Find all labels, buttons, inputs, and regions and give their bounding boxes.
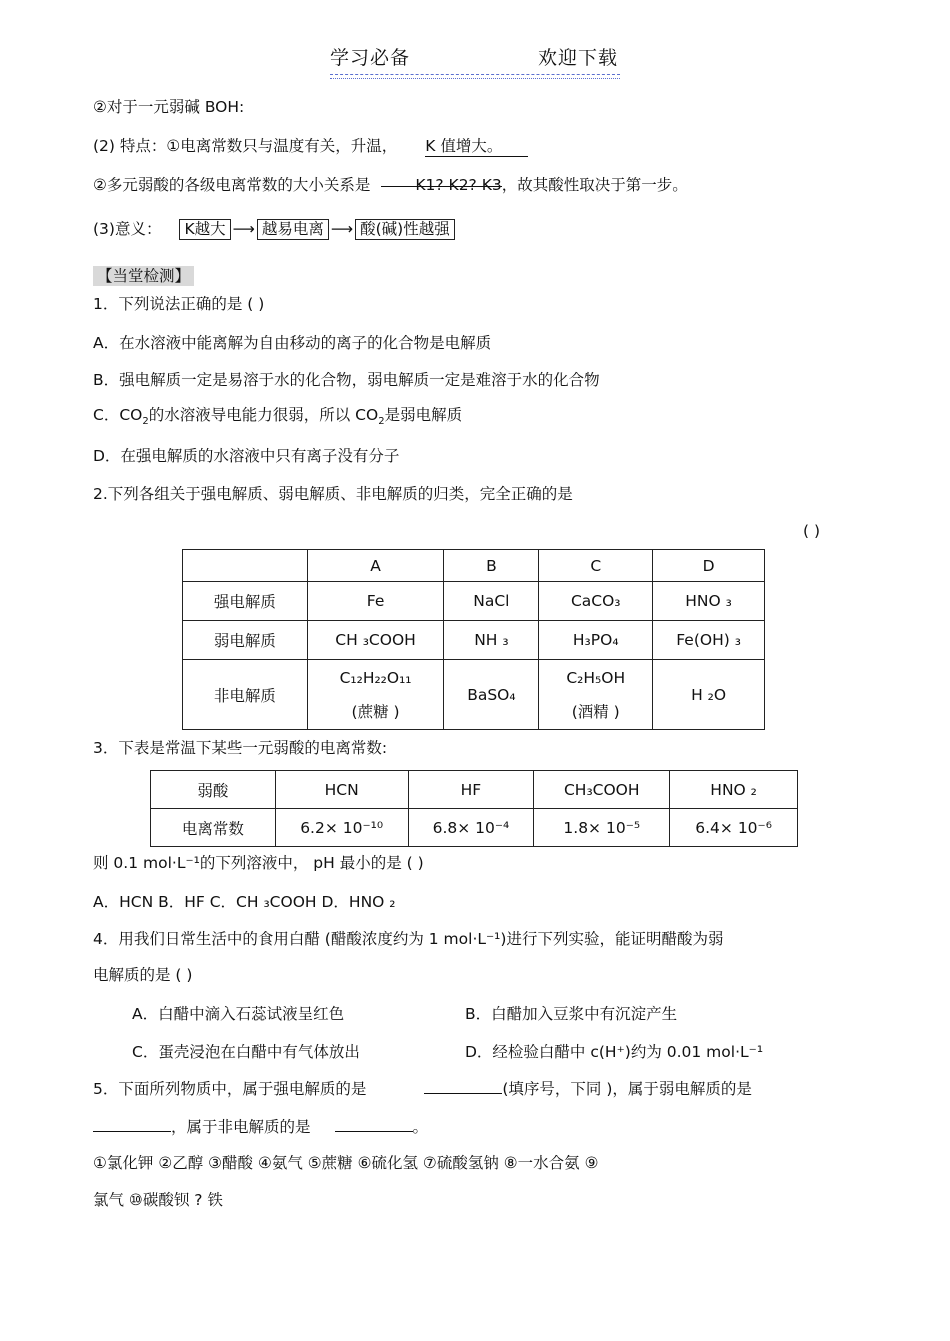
q2-header-cell — [183, 550, 308, 582]
q5-items-line2: 氯气 ⑩碳酸钡 ? 铁 — [93, 1191, 223, 1209]
table-cell: 6.2× 10⁻¹⁰ — [275, 809, 408, 847]
arrow-icon: ⟶ — [232, 220, 255, 238]
section-title-text: 【当堂检测】 — [93, 266, 194, 286]
meaning-box-k: K越大 — [179, 219, 230, 240]
characteristic-text: (2) 特点：①电离常数只与温度有关，升温， — [93, 137, 398, 155]
q5-stem-end: 。 — [412, 1118, 429, 1136]
page-header — [330, 48, 618, 68]
table-cell: CaCO₃ — [539, 582, 653, 621]
q3-header-cell: CH₃COOH — [534, 771, 670, 809]
q5-stem-pre: 5．下面所列物质中，属于强电解质的是 — [93, 1080, 367, 1098]
q5-stem-post: (填序号，下同 )，属于弱电解质的是 — [502, 1080, 752, 1098]
table-row — [151, 809, 798, 847]
q3-header-row — [151, 771, 798, 809]
q1-option-d: D．在强电解质的水溶液中只有离子没有分子 — [93, 447, 400, 465]
q4-stem-line1: 4．用我们日常生活中的食用白醋 (醋酸浓度约为 1 mol·L⁻¹)进行下列实验，能证明醋酸为弱 — [93, 930, 724, 948]
table-cell: C₂H₅OH (酒精 ) — [539, 660, 653, 730]
polyacid-strike-line — [381, 186, 501, 187]
meaning-box-ionize: 越易电离 — [257, 219, 329, 240]
q2-stem: 2.下列各组关于强电解质、弱电解质、非电解质的归类，完全正确的是 — [93, 485, 573, 503]
polyacid-answer: K1? K2? K3 — [415, 176, 502, 194]
q2-header-cell: C — [539, 550, 653, 582]
q1-c-end: 是弱电解质 — [384, 406, 463, 424]
line-polyacid — [93, 175, 688, 195]
q2-header-cell: A — [307, 550, 444, 582]
q5-items-line1: ①氯化钾 ②乙醇 ③醋酸 ④氨气 ⑤蔗糖 ⑥硫化氢 ⑦硫酸氢钠 ⑧一水合氨 ⑨ — [93, 1154, 599, 1172]
q2-header-row — [183, 550, 765, 582]
table-cell: 1.8× 10⁻⁵ — [534, 809, 670, 847]
q5-stem-line2 — [93, 1117, 428, 1137]
line-meaning — [93, 219, 455, 240]
q1-c-mid: 的水溶液导电能力很弱，所以 CO — [148, 406, 379, 424]
q1-option-a: A．在水溶液中能离解为自由移动的离子的化合物是电解质 — [93, 334, 492, 352]
table-cell: Fe(OH) ₃ — [653, 621, 765, 660]
header-underline-dotted — [330, 78, 620, 79]
q5-blank-weak — [93, 1131, 171, 1132]
table-cell: 6.8× 10⁻⁴ — [408, 809, 534, 847]
q3-question: 则 0.1 mol·L⁻¹的下列溶液中， pH 最小的是 ( ) — [93, 854, 424, 872]
table-cell: NH ₃ — [444, 621, 539, 660]
characteristic-answer: K 值增大。 — [425, 137, 528, 157]
header-right-text: 欢迎下载 — [538, 47, 619, 69]
meaning-label: (3)意义： — [93, 220, 162, 238]
q4-option-c: C．蛋壳浸泡在白醋中有气体放出 — [132, 1043, 360, 1061]
q5-stem-line1 — [93, 1079, 752, 1099]
meaning-box-acidity: 酸(碱)性越强 — [355, 219, 455, 240]
table-cell: H ₂O — [653, 660, 765, 730]
table-cell: HNO ₃ — [653, 582, 765, 621]
q2-header-cell: B — [444, 550, 539, 582]
q2-table — [182, 549, 765, 730]
q4-option-a: A．白醋中滴入石蕊试液呈红色 — [132, 1005, 345, 1023]
q3-table — [150, 770, 798, 847]
q1-c-pre: C．CO — [93, 406, 143, 424]
q3-header-cell: HCN — [275, 771, 408, 809]
table-cell: 强电解质 — [183, 582, 308, 621]
q5-blank-non — [335, 1131, 413, 1132]
q3-header-cell: HF — [408, 771, 534, 809]
line-weak-base: ②对于一元弱碱 BOH: — [93, 98, 245, 116]
polyacid-answer-wrap — [375, 175, 501, 195]
q3-options: A．HCN B．HF C．CH ₃COOH D．HNO ₂ — [93, 893, 396, 911]
table-cell: C₁₂H₂₂O₁₁ (蔗糖 ) — [307, 660, 444, 730]
q1-option-c — [93, 405, 462, 432]
polyacid-text: ②多元弱酸的各级电离常数的大小关系是 — [93, 176, 371, 194]
q2-paren: ( ) — [803, 522, 821, 540]
table-cell: 弱电解质 — [183, 621, 308, 660]
table-cell: 6.4× 10⁻⁶ — [670, 809, 798, 847]
q5-blank-strong — [424, 1093, 502, 1094]
table-row — [183, 582, 765, 621]
q1-c-sub: 2 — [142, 416, 149, 428]
q1-c-sub2: 2 — [378, 416, 385, 428]
polyacid-suffix: ，故其酸性取决于第一步。 — [501, 176, 688, 194]
q3-header-cell: 弱酸 — [151, 771, 276, 809]
table-cell: H₃PO₄ — [539, 621, 653, 660]
table-row — [183, 660, 765, 730]
q5-stem-mid: ，属于非电解质的是 — [171, 1118, 311, 1136]
header-underline — [330, 74, 620, 75]
table-cell: CH ₃COOH — [307, 621, 444, 660]
q4-option-b: B．白醋加入豆浆中有沉淀产生 — [465, 1005, 678, 1023]
q4-stem-line2: 电解质的是 ( ) — [93, 966, 193, 984]
arrow-icon: ⟶ — [330, 220, 354, 238]
table-cell: BaSO₄ — [444, 660, 539, 730]
q1-option-b: B．强电解质一定是易溶于水的化合物，弱电解质一定是难溶于水的化合物 — [93, 371, 600, 389]
table-row — [183, 621, 765, 660]
q4-option-d: D．经检验白醋中 c(H⁺)约为 0.01 mol·L⁻¹ — [465, 1043, 764, 1061]
q3-stem: 3．下表是常温下某些一元弱酸的电离常数: — [93, 739, 388, 757]
line-characteristic — [93, 136, 528, 156]
header-left-text: 学习必备 — [330, 47, 411, 69]
table-cell: NaCl — [444, 582, 539, 621]
table-cell: 非电解质 — [183, 660, 308, 730]
section-title — [93, 266, 194, 286]
table-cell: Fe — [307, 582, 444, 621]
q2-header-cell: D — [653, 550, 765, 582]
table-cell: 电离常数 — [151, 809, 276, 847]
q1-stem: 1．下列说法正确的是 ( ) — [93, 295, 265, 313]
q3-header-cell: HNO ₂ — [670, 771, 798, 809]
